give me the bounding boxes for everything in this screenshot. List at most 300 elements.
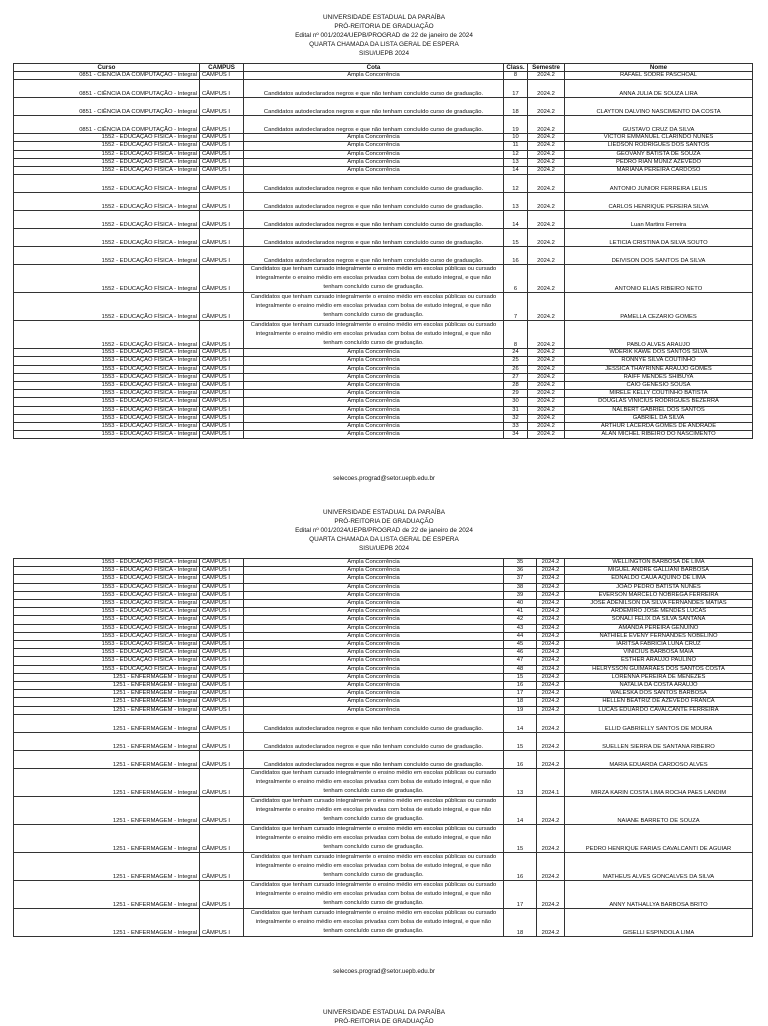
table-row [14, 80, 753, 98]
cell-nome: VINICIUS BARBOSA MAIA [565, 649, 753, 657]
cell-campus: CÂMPUS I [200, 406, 244, 414]
cell-semestre: 2024.2 [528, 357, 565, 365]
cell-campus: CÂMPUS I [200, 796, 244, 824]
cell-cota: Ampla Concorrência [244, 158, 504, 166]
page2-footer-email: selecoes.prograd@setor.uepb.edu.br [333, 968, 435, 975]
cell-curso: 0851 - CIÊNCIA DA COMPUTAÇÃO - Integral [14, 98, 200, 116]
cell-curso: 1553 - EDUCAÇÃO FÍSICA - Integral [14, 624, 200, 632]
table-row [14, 768, 753, 796]
cell-semestre: 2024.2 [537, 567, 565, 575]
cell-class: 29 [504, 390, 528, 398]
cell-semestre: 2024.2 [537, 600, 565, 608]
table-row [14, 431, 753, 439]
cell-curso: 1552 - EDUCAÇÃO FÍSICA - Integral [14, 134, 200, 142]
cell-curso: 1552 - EDUCAÇÃO FÍSICA - Integral [14, 142, 200, 150]
cell-cota: Candidatos autodeclarados negros e que não tenham concluído curso de graduação. [244, 750, 504, 768]
table-row [14, 142, 753, 150]
cell-nome: AMANDA PEREIRA GENUINO [565, 624, 753, 632]
cell-cota: Ampla Concorrência [244, 616, 504, 624]
cell-campus: CÂMPUS I [200, 690, 244, 698]
table-header-row [14, 64, 753, 72]
cell-class: 33 [504, 423, 528, 431]
cell-nome: CLAYTON DALVINO NASCIMENTO DA COSTA [565, 98, 753, 116]
cell-semestre: 2024.2 [528, 134, 565, 142]
cell-nome: ESTHER ARAUJO PAULINO [565, 657, 753, 665]
cell-semestre: 2024.2 [528, 382, 565, 390]
cell-semestre: 2024.2 [528, 365, 565, 373]
cell-nome: GUSTAVO CRUZ DA SILVA [565, 116, 753, 134]
cell-curso: 1553 - EDUCAÇÃO FÍSICA - Integral [14, 431, 200, 439]
cell-nome: EVERSON MARCELO NOBREGA FERREIRA [565, 591, 753, 599]
cell-semestre: 2024.2 [537, 796, 565, 824]
table-row [14, 824, 753, 852]
cell-semestre: 2024.2 [528, 414, 565, 422]
cell-class: 25 [504, 357, 528, 365]
table-row [14, 632, 753, 640]
cell-cota: Ampla Concorrência [244, 591, 504, 599]
table-row [14, 575, 753, 583]
department-name: PRÓ-REITORIA DE GRADUAÇÃO [334, 518, 434, 525]
cell-nome: VICTOR EMMANUEL CLARINDO NUNES [565, 134, 753, 142]
table-row [14, 750, 753, 768]
table-row [14, 357, 753, 365]
cell-curso: 1553 - EDUCAÇÃO FÍSICA - Integral [14, 559, 200, 567]
cell-nome: RONNYE SILVA COUTINHO [565, 357, 753, 365]
university-name: UNIVERSIDADE ESTADUAL DA PARAÍBA [322, 14, 446, 21]
table-row [14, 293, 753, 321]
table-row [14, 559, 753, 567]
cell-semestre: 2024.2 [528, 398, 565, 406]
cell-campus: CÂMPUS I [200, 632, 244, 640]
table-row [14, 247, 753, 265]
cell-class: 18 [504, 908, 537, 936]
cell-nome: JOSE ADENILSON DA SILVA FERNANDES MATIAS [565, 600, 753, 608]
column-header-cota: Cota [244, 64, 504, 72]
cell-curso: 1251 - ENFERMAGEM - Integral [14, 714, 200, 732]
program-name: SISU/UEPB 2024 [358, 50, 410, 57]
cell-curso: 1553 - EDUCAÇÃO FÍSICA - Integral [14, 567, 200, 575]
table-row [14, 98, 753, 116]
cell-nome: ALAN MICHEL RIBEIRO DO NASCIMENTO [565, 431, 753, 439]
cell-semestre: 2024.2 [537, 880, 565, 908]
cell-campus: CÂMPUS I [200, 150, 244, 158]
cell-curso: 1553 - EDUCAÇÃO FÍSICA - Integral [14, 641, 200, 649]
cell-semestre: 2024.2 [528, 229, 565, 247]
cell-nome: ANNY NATHALLYA BARBOSA BRITO [565, 880, 753, 908]
cell-curso: 1251 - ENFERMAGEM - Integral [14, 698, 200, 706]
cell-class: 13 [504, 158, 528, 166]
table-row [14, 150, 753, 158]
cell-curso: 1553 - EDUCAÇÃO FÍSICA - Integral [14, 657, 200, 665]
cell-nome: MARIA EDUARDA CARDOSO ALVES [565, 750, 753, 768]
cell-cota: Ampla Concorrência [244, 142, 504, 150]
cell-semestre: 2024.2 [537, 750, 565, 768]
table-row [14, 665, 753, 673]
cell-class: 10 [504, 134, 528, 142]
cell-nome: PAMELLA CEZARIO GOMES [565, 293, 753, 321]
cell-class: 14 [504, 167, 528, 175]
table-row [14, 72, 753, 80]
cell-class: 35 [504, 559, 537, 567]
cell-curso: 1552 - EDUCAÇÃO FÍSICA - Integral [14, 265, 200, 293]
cell-nome: NATHIELE EVENY FERNANDES NOBELINO [565, 632, 753, 640]
cell-semestre: 2024.2 [528, 98, 565, 116]
cell-cota: Candidatos autodeclarados negros e que não tenham concluído curso de graduação. [244, 247, 504, 265]
cell-nome: JESSICA THAYRINNE ARAUJO GOMES [565, 365, 753, 373]
cell-curso: 1552 - EDUCAÇÃO FÍSICA - Integral [14, 175, 200, 193]
cell-curso: 0851 - CIÊNCIA DA COMPUTAÇÃO - Integral [14, 116, 200, 134]
table-row [14, 175, 753, 193]
table-row [14, 641, 753, 649]
cell-curso: 1251 - ENFERMAGEM - Integral [14, 673, 200, 681]
cell-campus: CÂMPUS I [200, 852, 244, 880]
cell-nome: MIRZA KARIN COSTA LIMA ROCHA PAES LANDIM [565, 768, 753, 796]
cell-curso: 1552 - EDUCAÇÃO FÍSICA - Integral [14, 211, 200, 229]
table-row [14, 321, 753, 349]
cell-campus: CÂMPUS I [200, 591, 244, 599]
column-header-curso: Curso [14, 64, 200, 72]
table-row [14, 134, 753, 142]
cell-curso: 1251 - ENFERMAGEM - Integral [14, 768, 200, 796]
table-row [14, 414, 753, 422]
cell-class: 15 [504, 824, 537, 852]
cell-class: 46 [504, 649, 537, 657]
cell-cota: Candidatos autodeclarados negros e que não tenham concluído curso de graduação. [244, 175, 504, 193]
table-row [14, 852, 753, 880]
cell-cota: Candidatos que tenham cursado integralmente o ensino médio em escolas públicas ou cursado integralmente o ensino médio em escolas privadas com bolsa de estudo integral, e que não tenham concluído curso de graduação. [244, 768, 504, 796]
cell-semestre: 2024.2 [537, 824, 565, 852]
cell-semestre: 2024.2 [528, 293, 565, 321]
cell-curso: 1553 - EDUCAÇÃO FÍSICA - Integral [14, 608, 200, 616]
cell-cota: Candidatos autodeclarados negros e que não tenham concluído curso de graduação. [244, 193, 504, 211]
table-row [14, 423, 753, 431]
cell-class: 28 [504, 382, 528, 390]
table-row [14, 690, 753, 698]
table-row [14, 682, 753, 690]
cell-curso: 1552 - EDUCAÇÃO FÍSICA - Integral [14, 229, 200, 247]
cell-cota: Ampla Concorrência [244, 365, 504, 373]
cell-nome: LIEDSON RODRIGUES DOS SANTOS [565, 142, 753, 150]
cell-cota: Ampla Concorrência [244, 72, 504, 80]
cell-campus: CÂMPUS I [200, 80, 244, 98]
cell-campus: CÂMPUS I [200, 398, 244, 406]
cell-class: 34 [504, 431, 528, 439]
cell-semestre: 2024.2 [537, 657, 565, 665]
cell-class: 6 [504, 265, 528, 293]
cell-semestre: 2024.2 [537, 698, 565, 706]
cell-semestre: 2024.2 [537, 559, 565, 567]
cell-campus: CÂMPUS I [200, 414, 244, 422]
cell-semestre: 2024.2 [528, 142, 565, 150]
cell-class: 17 [504, 880, 537, 908]
cell-campus: CÂMPUS I [200, 142, 244, 150]
cell-class: 27 [504, 373, 528, 381]
cell-cota: Ampla Concorrência [244, 624, 504, 632]
cell-nome: NAIANE BARRETO DE SOUZA [565, 796, 753, 824]
cell-cota: Ampla Concorrência [244, 608, 504, 616]
cell-cota: Ampla Concorrência [244, 600, 504, 608]
cell-cota: Ampla Concorrência [244, 423, 504, 431]
cell-curso: 1251 - ENFERMAGEM - Integral [14, 880, 200, 908]
cell-cota: Ampla Concorrência [244, 357, 504, 365]
cell-semestre: 2024.2 [537, 682, 565, 690]
table-row [14, 732, 753, 750]
cell-campus: CÂMPUS I [200, 698, 244, 706]
cell-semestre: 2024.2 [528, 321, 565, 349]
cell-class: 32 [504, 414, 528, 422]
cell-campus: CÂMPUS I [200, 390, 244, 398]
cell-class: 18 [504, 98, 528, 116]
table-row [14, 880, 753, 908]
cell-campus: CÂMPUS I [200, 382, 244, 390]
cell-campus: CÂMPUS I [200, 768, 244, 796]
cell-semestre: 2024.2 [537, 608, 565, 616]
cell-campus: CÂMPUS I [200, 616, 244, 624]
cell-campus: CÂMPUS I [200, 673, 244, 681]
cell-cota: Ampla Concorrência [244, 567, 504, 575]
table-row [14, 706, 753, 714]
cell-curso: 0851 - CIÊNCIA DA COMPUTAÇÃO - Integral [14, 80, 200, 98]
cell-nome: MARIANA PEREIRA CARDOSO [565, 167, 753, 175]
cell-campus: CÂMPUS I [200, 423, 244, 431]
cell-campus: CÂMPUS I [200, 193, 244, 211]
cell-curso: 1553 - EDUCAÇÃO FÍSICA - Integral [14, 649, 200, 657]
cell-semestre: 2024.2 [528, 158, 565, 166]
cell-nome: ARDEMIRO JOSE MENDES LUCAS [565, 608, 753, 616]
cell-curso: 1553 - EDUCAÇÃO FÍSICA - Integral [14, 398, 200, 406]
cell-curso: 1553 - EDUCAÇÃO FÍSICA - Integral [14, 414, 200, 422]
cell-curso: 1553 - EDUCAÇÃO FÍSICA - Integral [14, 357, 200, 365]
cell-curso: 1251 - ENFERMAGEM - Integral [14, 852, 200, 880]
cell-curso: 1251 - ENFERMAGEM - Integral [14, 682, 200, 690]
cell-nome: RAFAEL SODRE PASCHOAL [565, 72, 753, 80]
university-name: UNIVERSIDADE ESTADUAL DA PARAÍBA [322, 509, 446, 516]
page2-header [0, 508, 768, 553]
cell-cota: Ampla Concorrência [244, 414, 504, 422]
cell-cota: Candidatos autodeclarados negros e que não tenham concluído curso de graduação. [244, 714, 504, 732]
cell-cota: Ampla Concorrência [244, 382, 504, 390]
cell-class: 19 [504, 116, 528, 134]
cell-class: 7 [504, 293, 528, 321]
cell-semestre: 2024.2 [537, 583, 565, 591]
column-header-campus: CAMPUS [200, 64, 244, 72]
cell-class: 15 [504, 732, 537, 750]
table-row [14, 382, 753, 390]
cell-class: 38 [504, 583, 537, 591]
cell-nome: ELLID GABRIELLY SANTOS DE MOURA [565, 714, 753, 732]
table-row [14, 567, 753, 575]
page1-footer-email: selecoes.prograd@setor.uepb.edu.br [333, 475, 435, 482]
cell-semestre: 2024.2 [537, 591, 565, 599]
cell-campus: CÂMPUS I [200, 600, 244, 608]
cell-campus: CÂMPUS I [200, 175, 244, 193]
cell-semestre: 2024.2 [537, 673, 565, 681]
cell-cota: Candidatos autodeclarados negros e que não tenham concluído curso de graduação. [244, 211, 504, 229]
call-title: QUARTA CHAMADA DA LISTA GERAL DE ESPERA [309, 41, 459, 48]
table-row [14, 349, 753, 357]
results-table-page1 [13, 63, 753, 439]
table-row [14, 591, 753, 599]
cell-semestre: 2024.2 [537, 706, 565, 714]
cell-cota: Ampla Concorrência [244, 649, 504, 657]
cell-campus: CÂMPUS I [200, 98, 244, 116]
cell-campus: CÂMPUS I [200, 657, 244, 665]
cell-semestre: 2024.2 [528, 390, 565, 398]
cell-cota: Candidatos autodeclarados negros e que não tenham concluído curso de graduação. [244, 229, 504, 247]
cell-class: 16 [504, 852, 537, 880]
table-row [14, 365, 753, 373]
cell-class: 40 [504, 600, 537, 608]
cell-class: 18 [504, 698, 537, 706]
cell-nome: GABRIEL DA SILVA [565, 414, 753, 422]
cell-nome: DEIVISON DOS SANTOS DA SILVA [565, 247, 753, 265]
cell-nome: GEOVANY BATISTA DE SOUZA [565, 150, 753, 158]
cell-campus: CÂMPUS I [200, 167, 244, 175]
cell-nome: ARTHUR LACERDA GOMES DE ANDRADE [565, 423, 753, 431]
cell-curso: 1553 - EDUCAÇÃO FÍSICA - Integral [14, 600, 200, 608]
cell-class: 24 [504, 349, 528, 357]
cell-class: 47 [504, 657, 537, 665]
cell-class: 11 [504, 142, 528, 150]
cell-semestre: 2024.2 [528, 80, 565, 98]
cell-cota: Ampla Concorrência [244, 431, 504, 439]
cell-nome: CARLOS HENRIQUE PEREIRA SILVA [565, 193, 753, 211]
cell-curso: 1553 - EDUCAÇÃO FÍSICA - Integral [14, 583, 200, 591]
university-name: UNIVERSIDADE ESTADUAL DA PARAÍBA [322, 1009, 446, 1016]
table-row [14, 158, 753, 166]
cell-campus: CÂMPUS I [200, 229, 244, 247]
cell-semestre: 2024.2 [528, 116, 565, 134]
cell-curso: 1553 - EDUCAÇÃO FÍSICA - Integral [14, 575, 200, 583]
cell-curso: 1251 - ENFERMAGEM - Integral [14, 750, 200, 768]
cell-cota: Candidatos autodeclarados negros e que não tenham concluído curso de graduação. [244, 732, 504, 750]
cell-semestre: 2024.2 [537, 732, 565, 750]
cell-class: 15 [504, 229, 528, 247]
cell-curso: 1552 - EDUCAÇÃO FÍSICA - Integral [14, 158, 200, 166]
cell-semestre: 2024.2 [537, 714, 565, 732]
cell-curso: 1251 - ENFERMAGEM - Integral [14, 824, 200, 852]
cell-cota: Candidatos que tenham cursado integralmente o ensino médio em escolas públicas ou cursado integralmente o ensino médio em escolas privadas com bolsa de estudo integral, e que não tenham concluído curso de graduação. [244, 908, 504, 936]
cell-class: 39 [504, 591, 537, 599]
column-header-nome: Nome [565, 64, 753, 72]
cell-campus: CÂMPUS I [200, 357, 244, 365]
cell-class: 16 [504, 750, 537, 768]
table-row [14, 673, 753, 681]
cell-nome: RAIFF MENDES SHIBUYA [565, 373, 753, 381]
cell-nome: MIRELE KELLY COUTINHO BATISTA [565, 390, 753, 398]
cell-curso: 1552 - EDUCAÇÃO FÍSICA - Integral [14, 321, 200, 349]
cell-campus: CÂMPUS I [200, 431, 244, 439]
cell-semestre: 2024.2 [528, 72, 565, 80]
cell-class: 16 [504, 247, 528, 265]
cell-nome: WDERIK KAWE DOS SANTOS SILVA [565, 349, 753, 357]
table-row [14, 211, 753, 229]
cell-curso: 1553 - EDUCAÇÃO FÍSICA - Integral [14, 665, 200, 673]
cell-nome: LUCAS EDUARDO CAVALCANTE FERREIRA [565, 706, 753, 714]
cell-cota: Ampla Concorrência [244, 349, 504, 357]
cell-semestre: 2024.2 [537, 690, 565, 698]
cell-nome: ANTONIO JUNIOR FERREIRA LELIS [565, 175, 753, 193]
department-name: PRÓ-REITORIA DE GRADUAÇÃO [334, 1018, 434, 1025]
cell-nome: Luan Martins Ferreira [565, 211, 753, 229]
cell-class: 13 [504, 193, 528, 211]
cell-nome: LORENNA PEREIRA DE MENEZES [565, 673, 753, 681]
cell-class: 8 [504, 72, 528, 80]
cell-campus: CÂMPUS I [200, 908, 244, 936]
cell-campus: CÂMPUS I [200, 682, 244, 690]
cell-curso: 1552 - EDUCAÇÃO FÍSICA - Integral [14, 247, 200, 265]
cell-campus: CÂMPUS I [200, 732, 244, 750]
cell-semestre: 2024.2 [537, 616, 565, 624]
cell-nome: SONALI FELIX DA SILVA SANTANA [565, 616, 753, 624]
cell-curso: 1552 - EDUCAÇÃO FÍSICA - Integral [14, 293, 200, 321]
cell-curso: 1553 - EDUCAÇÃO FÍSICA - Integral [14, 406, 200, 414]
cell-campus: CÂMPUS I [200, 158, 244, 166]
cell-campus: CÂMPUS I [200, 559, 244, 567]
table-row [14, 398, 753, 406]
cell-cota: Ampla Concorrência [244, 690, 504, 698]
cell-cota: Ampla Concorrência [244, 632, 504, 640]
cell-class: 48 [504, 665, 537, 673]
cell-curso: 1552 - EDUCAÇÃO FÍSICA - Integral [14, 167, 200, 175]
table-row [14, 796, 753, 824]
cell-nome: CAIO GENESIO SOUSA [565, 382, 753, 390]
cell-cota: Candidatos autodeclarados negros e que não tenham concluído curso de graduação. [244, 80, 504, 98]
table-row [14, 714, 753, 732]
cell-nome: WALESKA DOS SANTOS BARBOSA [565, 690, 753, 698]
cell-class: 44 [504, 632, 537, 640]
cell-curso: 1251 - ENFERMAGEM - Integral [14, 908, 200, 936]
table-row [14, 265, 753, 293]
cell-cota: Ampla Concorrência [244, 706, 504, 714]
cell-class: 36 [504, 567, 537, 575]
table-row [14, 908, 753, 936]
cell-nome: SUELLEN SIERRA DE SANTANA RIBEIRO [565, 732, 753, 750]
cell-nome: EDNALDO CAUA AQUINO DE LIMA [565, 575, 753, 583]
table-row [14, 390, 753, 398]
cell-nome: MIGUEL ANDRE GALLIANI BARBOSA [565, 567, 753, 575]
department-name: PRÓ-REITORIA DE GRADUAÇÃO [334, 23, 434, 30]
cell-campus: CÂMPUS I [200, 265, 244, 293]
cell-curso: 1553 - EDUCAÇÃO FÍSICA - Integral [14, 423, 200, 431]
cell-cota: Candidatos que tenham cursado integralmente o ensino médio em escolas públicas ou cursado integralmente o ensino médio em escolas privadas com bolsa de estudo integral, e que não tenham concluído curso de graduação. [244, 796, 504, 824]
cell-nome: WELLINGTON BARBOSA DE LIMA [565, 559, 753, 567]
cell-curso: 1251 - ENFERMAGEM - Integral [14, 796, 200, 824]
table-row [14, 167, 753, 175]
cell-campus: CÂMPUS I [200, 649, 244, 657]
cell-semestre: 2024.2 [537, 575, 565, 583]
cell-nome: IARITSA FABRICIA LUNA CRUZ [565, 641, 753, 649]
cell-cota: Ampla Concorrência [244, 698, 504, 706]
call-title: QUARTA CHAMADA DA LISTA GERAL DE ESPERA [309, 536, 459, 543]
cell-class: 37 [504, 575, 537, 583]
cell-campus: CÂMPUS I [200, 608, 244, 616]
cell-campus: CÂMPUS I [200, 567, 244, 575]
cell-class: 14 [504, 796, 537, 824]
column-header-semestre: Semestre [528, 64, 565, 72]
cell-class: 8 [504, 321, 528, 349]
cell-campus: CÂMPUS I [200, 293, 244, 321]
cell-curso: 1251 - ENFERMAGEM - Integral [14, 732, 200, 750]
cell-semestre: 2024.2 [537, 641, 565, 649]
cell-nome: GISELLI ESPINDOLA LIMA [565, 908, 753, 936]
cell-semestre: 2024.2 [537, 624, 565, 632]
cell-campus: CÂMPUS I [200, 247, 244, 265]
cell-class: 19 [504, 706, 537, 714]
cell-semestre: 2024.2 [537, 632, 565, 640]
edital-reference: Edital nº 001/2024/UEPB/PROGRAD de 22 de janeiro de 2024 [295, 527, 473, 534]
cell-class: 26 [504, 365, 528, 373]
